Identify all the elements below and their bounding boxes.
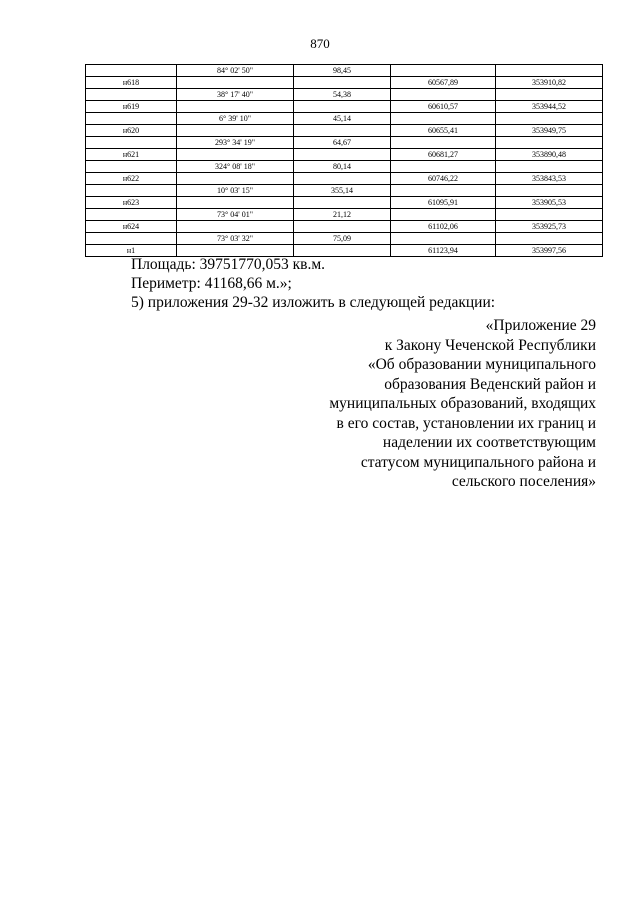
table-row <box>86 77 603 89</box>
table-cell-x <box>391 209 496 221</box>
table-cell-y: 353905,53 <box>496 197 603 209</box>
table-row <box>86 185 603 197</box>
table-cell-angle: 10° 03' 15" <box>177 185 294 197</box>
table-cell-angle <box>177 149 294 161</box>
table-row <box>86 209 603 221</box>
table-cell-y: 353944,52 <box>496 101 603 113</box>
table-cell-point: н621 <box>86 149 177 161</box>
table-cell-point <box>86 185 177 197</box>
table-cell-y: 353949,75 <box>496 125 603 137</box>
table-cell-point: н624 <box>86 221 177 233</box>
appendix-line: «Приложение 29 <box>485 317 596 334</box>
page-number: 870 <box>310 36 330 51</box>
table-cell-length: 45,14 <box>294 113 391 125</box>
table-cell-length: 98,45 <box>294 65 391 77</box>
table-cell-point <box>86 233 177 245</box>
appendix-line: статусом муниципального района и <box>360 453 596 471</box>
table-cell-length <box>294 77 391 89</box>
table-cell-y <box>496 209 603 221</box>
table-cell-y <box>496 185 603 197</box>
perimeter-text: Периметр: 41168,66 м.»; <box>131 275 292 292</box>
table-cell-x <box>391 113 496 125</box>
table-cell-angle: 84° 02' 50" <box>177 65 294 77</box>
table-cell-point: н618 <box>86 77 177 89</box>
table-cell-length: 80,14 <box>294 161 391 173</box>
table-row <box>86 113 603 125</box>
table-cell-y: 353997,56 <box>496 245 603 257</box>
table-row <box>86 149 603 161</box>
table-row <box>86 233 603 245</box>
table-cell-point: н1 <box>86 245 177 257</box>
table-cell-point <box>86 161 177 173</box>
table-cell-angle: 293° 34' 19" <box>177 137 294 149</box>
table-cell-x: 60681,27 <box>391 149 496 161</box>
item-5-text: 5) приложения 29-32 изложить в следующей редакции: <box>131 294 496 311</box>
table-cell-angle: 38° 17' 40" <box>177 89 294 101</box>
table-cell-y <box>496 161 603 173</box>
table-cell-point <box>86 209 177 221</box>
appendix-line: «Об образовании муниципального <box>367 356 596 373</box>
table-cell-x: 61095,91 <box>391 197 496 209</box>
table-cell-point: н620 <box>86 125 177 137</box>
table-cell-x: 61123,94 <box>391 245 496 257</box>
table-cell-point <box>86 137 177 149</box>
appendix-heading <box>296 316 596 492</box>
table-cell-y <box>496 113 603 125</box>
coordinates-table <box>85 64 603 257</box>
table-cell-length <box>294 197 391 209</box>
table-cell-angle: 324° 08' 18" <box>177 161 294 173</box>
table-cell-x <box>391 65 496 77</box>
table-cell-angle <box>177 101 294 113</box>
table-row <box>86 161 603 173</box>
table-cell-x <box>391 89 496 101</box>
table-cell-x: 61102,06 <box>391 221 496 233</box>
table-cell-x <box>391 137 496 149</box>
table-cell-y: 353925,73 <box>496 221 603 233</box>
table-cell-angle <box>177 173 294 185</box>
table-cell-y <box>496 89 603 101</box>
table-cell-angle <box>177 125 294 137</box>
appendix-line: в его состав, установлении их границ и <box>336 414 596 432</box>
area-text: Площадь: 39751770,053 кв.м. <box>131 256 326 273</box>
appendix-line: муниципальных образований, входящих <box>329 395 596 412</box>
table-row <box>86 89 603 101</box>
table-cell-y <box>496 65 603 77</box>
table-cell-angle <box>177 77 294 89</box>
table-cell-y <box>496 233 603 245</box>
table-cell-x <box>391 185 496 197</box>
table-cell-point <box>86 89 177 101</box>
table-cell-y: 353910,82 <box>496 77 603 89</box>
table-row <box>86 173 603 185</box>
table-cell-length <box>294 125 391 137</box>
table-row <box>86 137 603 149</box>
table-cell-angle <box>177 197 294 209</box>
table-cell-x <box>391 233 496 245</box>
table-cell-x <box>391 161 496 173</box>
table-cell-angle: 73° 03' 32" <box>177 233 294 245</box>
appendix-line: к Закону Чеченской Республики <box>384 336 596 354</box>
appendix-line: сельского поселения» <box>451 473 596 490</box>
table-row <box>86 221 603 233</box>
table-cell-length <box>294 173 391 185</box>
table-cell-point <box>86 113 177 125</box>
table-cell-length: 355,14 <box>294 185 391 197</box>
table-cell-length <box>294 101 391 113</box>
table-cell-length: 75,09 <box>294 233 391 245</box>
table-cell-point: н623 <box>86 197 177 209</box>
table-cell-angle <box>177 221 294 233</box>
table-cell-y <box>496 137 603 149</box>
table-cell-length: 21,12 <box>294 209 391 221</box>
appendix-line: образования Веденский район и <box>384 375 596 393</box>
table-row <box>86 125 603 137</box>
table-row <box>86 101 603 113</box>
table-cell-x: 60655,41 <box>391 125 496 137</box>
table-cell-angle: 6° 39' 10" <box>177 113 294 125</box>
table-row <box>86 197 603 209</box>
appendix-line: наделении их соответствующим <box>382 434 596 451</box>
table-cell-y: 353843,53 <box>496 173 603 185</box>
table-cell-length: 54,38 <box>294 89 391 101</box>
table-row <box>86 65 603 77</box>
table-cell-x: 60567,89 <box>391 77 496 89</box>
table-cell-length <box>294 221 391 233</box>
table-cell-point: н622 <box>86 173 177 185</box>
table-cell-x: 60610,57 <box>391 101 496 113</box>
table-cell-length <box>294 149 391 161</box>
table-cell-x: 60746,22 <box>391 173 496 185</box>
table-cell-point: н619 <box>86 101 177 113</box>
table-cell-angle: 73° 04' 01" <box>177 209 294 221</box>
table-cell-y: 353890,48 <box>496 149 603 161</box>
table-cell-length: 64,67 <box>294 137 391 149</box>
table-cell-point <box>86 65 177 77</box>
